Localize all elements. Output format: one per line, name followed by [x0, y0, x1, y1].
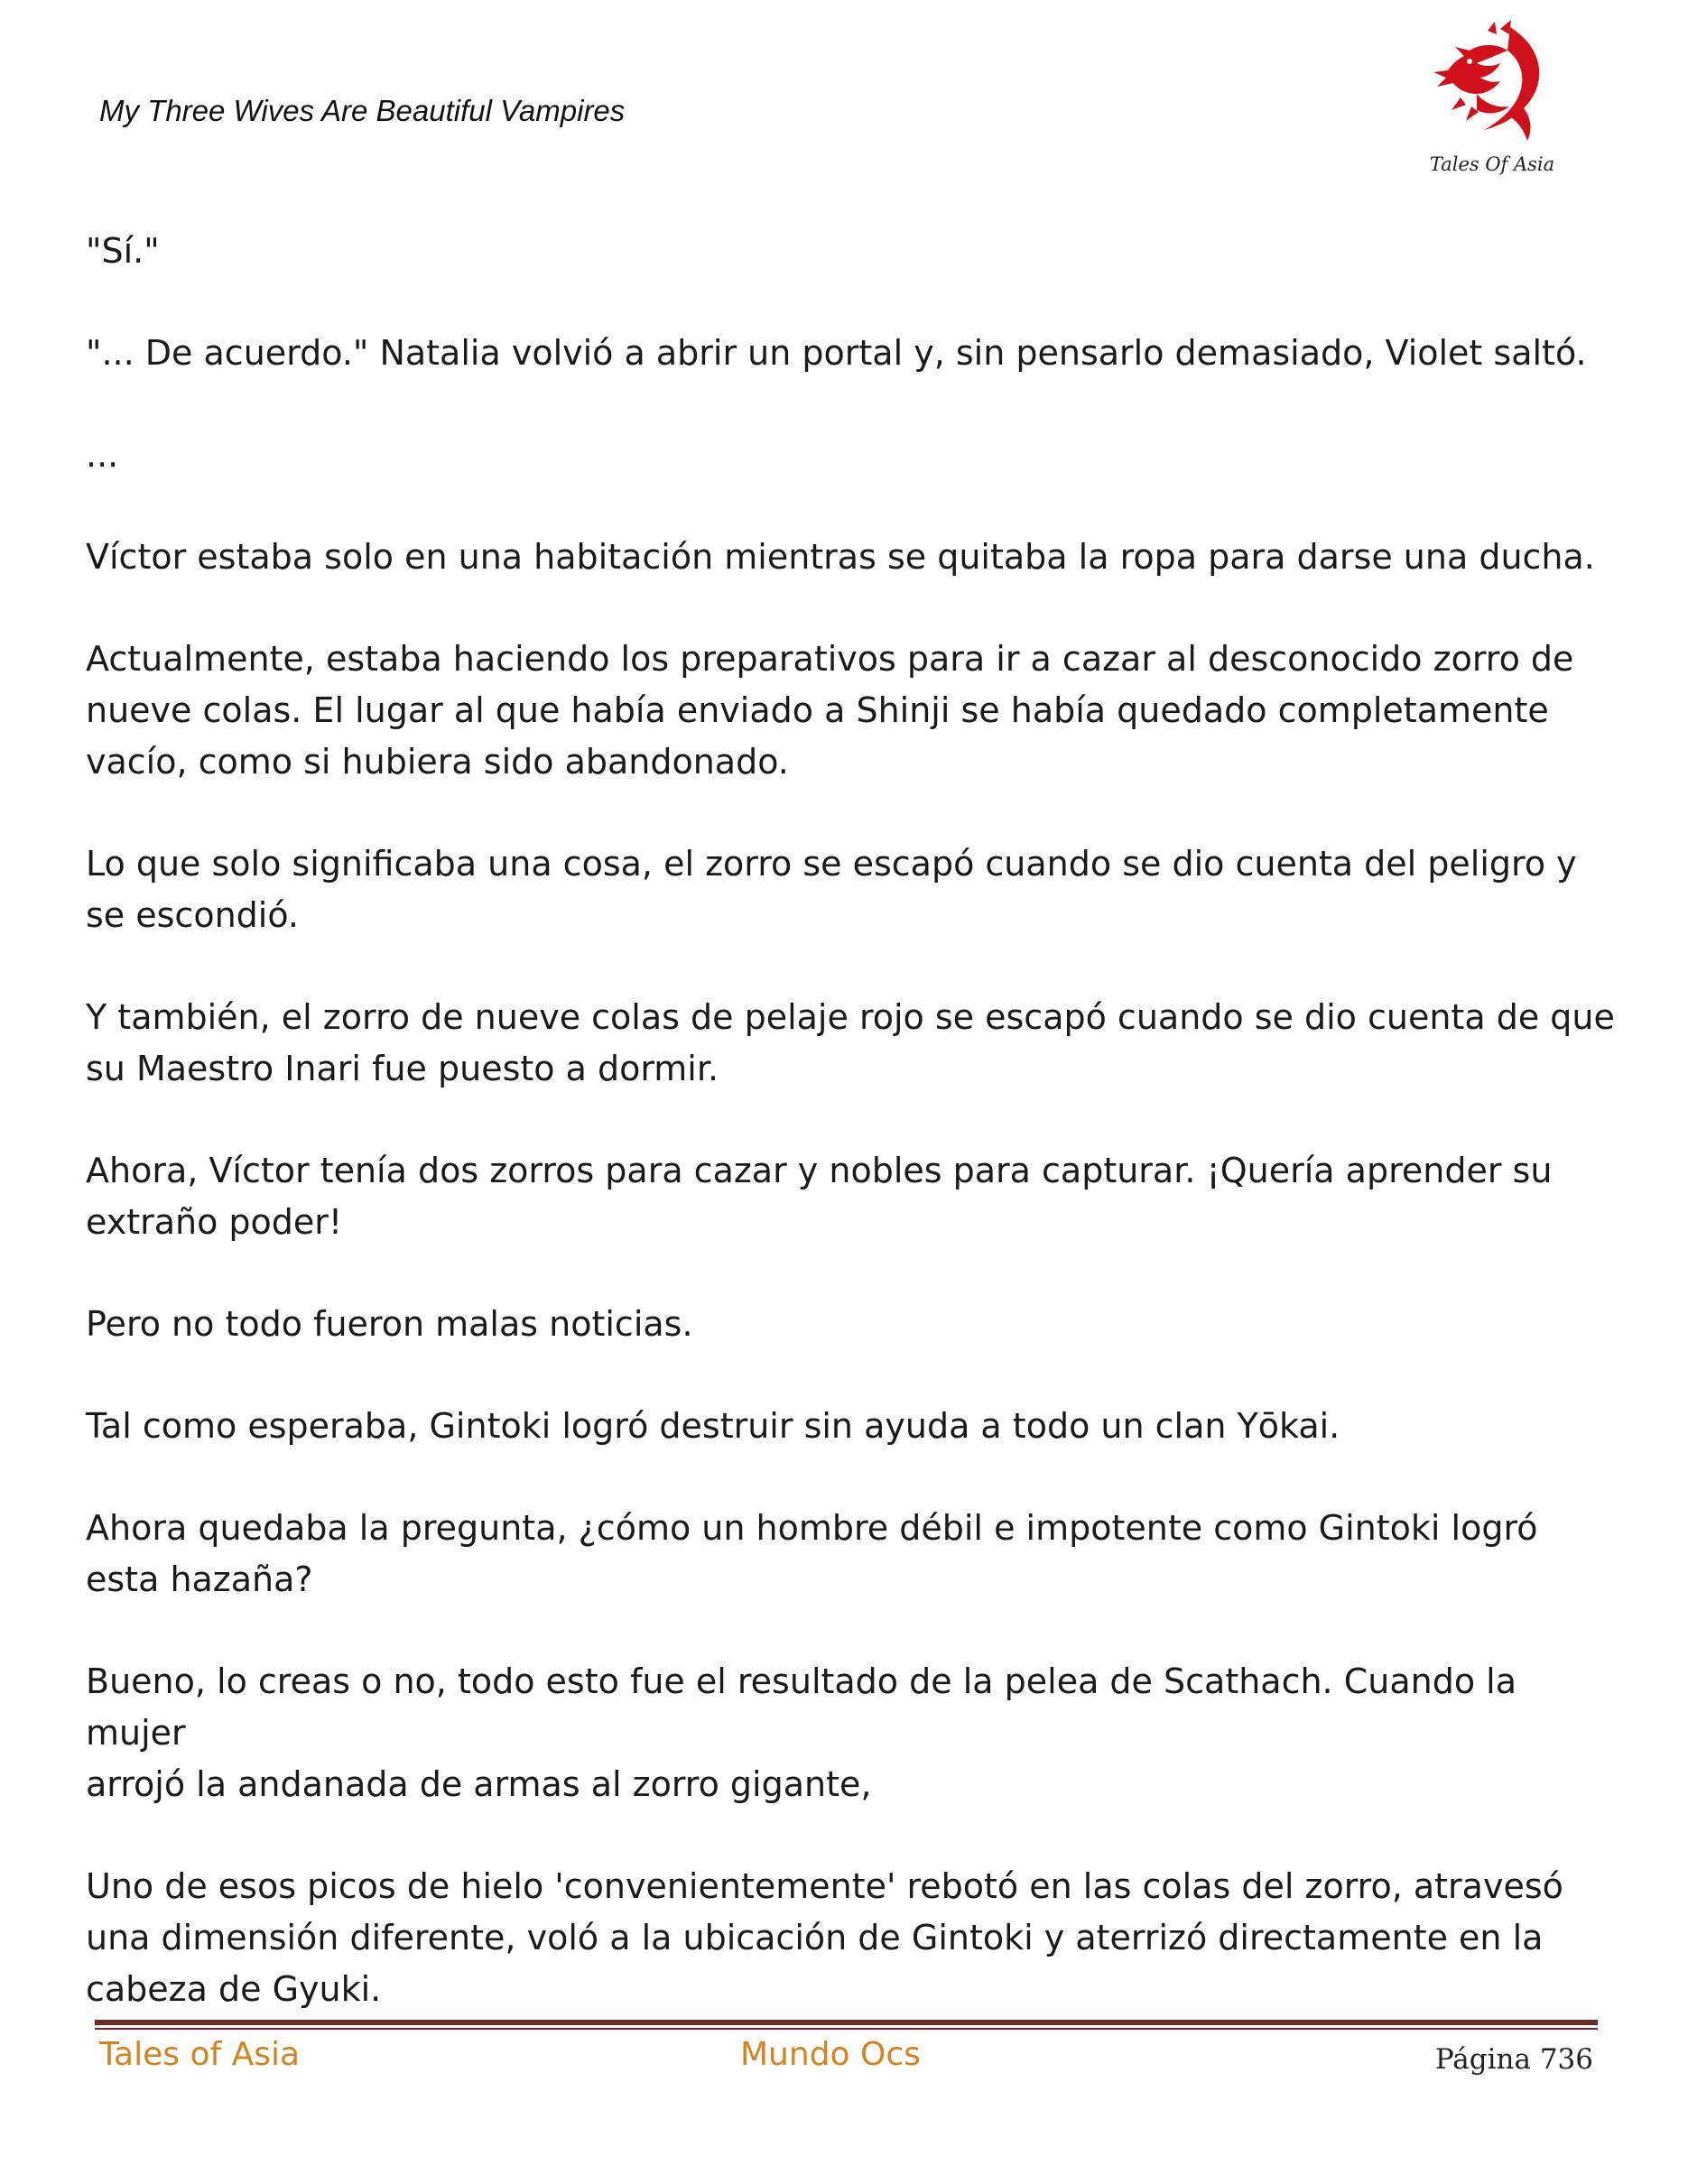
paragraph: Lo que solo significaba una cosa, el zorro se escapó cuando se dio cuenta del peligro y se escondió. [86, 844, 1577, 935]
tales-of-asia-logo [1424, 20, 1560, 182]
page-number: Página 736 [1434, 2043, 1593, 2076]
paragraph: Uno de esos picos de hielo 'convenientemente' rebotó en las colas del zorro, atravesó una dimensión diferente, voló a la ubicación de Gintoki y aterrizó directamente en la cabeza de Gyuki. [86, 1866, 1563, 2009]
paragraph: ... [86, 435, 119, 475]
paragraph: Actualmente, estaba haciendo los preparativos para ir a cazar al desconocido zorro de nueve colas. El lugar al que había enviado a Shinji se había quedado completamente vacío, como si hubiera sido abandonado. [86, 639, 1574, 782]
paragraph: Y también, el zorro de nueve colas de pelaje rojo se escapó cuando se dio cuenta de que su Maestro Inari fue puesto a dormir. [86, 997, 1615, 1088]
dragon-icon [1424, 20, 1560, 155]
paragraph: Bueno, lo creas o no, todo esto fue el resultado de la pelea de Scathach. Cuando la mujer arrojó la andanada de armas al zorro gigante, [86, 1661, 1516, 1804]
footer-divider-thick [95, 2020, 1598, 2025]
footer-divider [95, 2020, 1598, 2031]
paragraph: Víctor estaba solo en una habitación mientras se quitaba la ropa para darse una ducha. [86, 537, 1595, 577]
paragraph: Tal como esperaba, Gintoki logró destruir sin ayuda a todo un clan Yōkai. [86, 1406, 1340, 1446]
paragraph: Ahora quedaba la pregunta, ¿cómo un hombre débil e impotente como Gintoki logró esta hazaña? [86, 1508, 1538, 1599]
paragraph: "... De acuerdo." Natalia volvió a abrir un portal y, sin pensarlo demasiado, Violet saltó. [86, 333, 1587, 373]
paragraph: "Sí." [86, 231, 160, 271]
logo-text: Tales Of Asia [1429, 153, 1555, 175]
chapter-body [86, 226, 1620, 2066]
paragraph: Pero no todo fueron malas noticias. [86, 1304, 693, 1344]
footer-site-name: Tales of Asia [99, 2036, 301, 2073]
book-title: My Three Wives Are Beautiful Vampires [99, 94, 626, 127]
paragraph: Ahora, Víctor tenía dos zorros para cazar y nobles para capturar. ¡Quería aprender su extraño poder! [86, 1151, 1553, 1242]
footer-divider-thin [95, 2028, 1598, 2030]
footer-group-name: Mundo Ocs [740, 2036, 921, 2073]
